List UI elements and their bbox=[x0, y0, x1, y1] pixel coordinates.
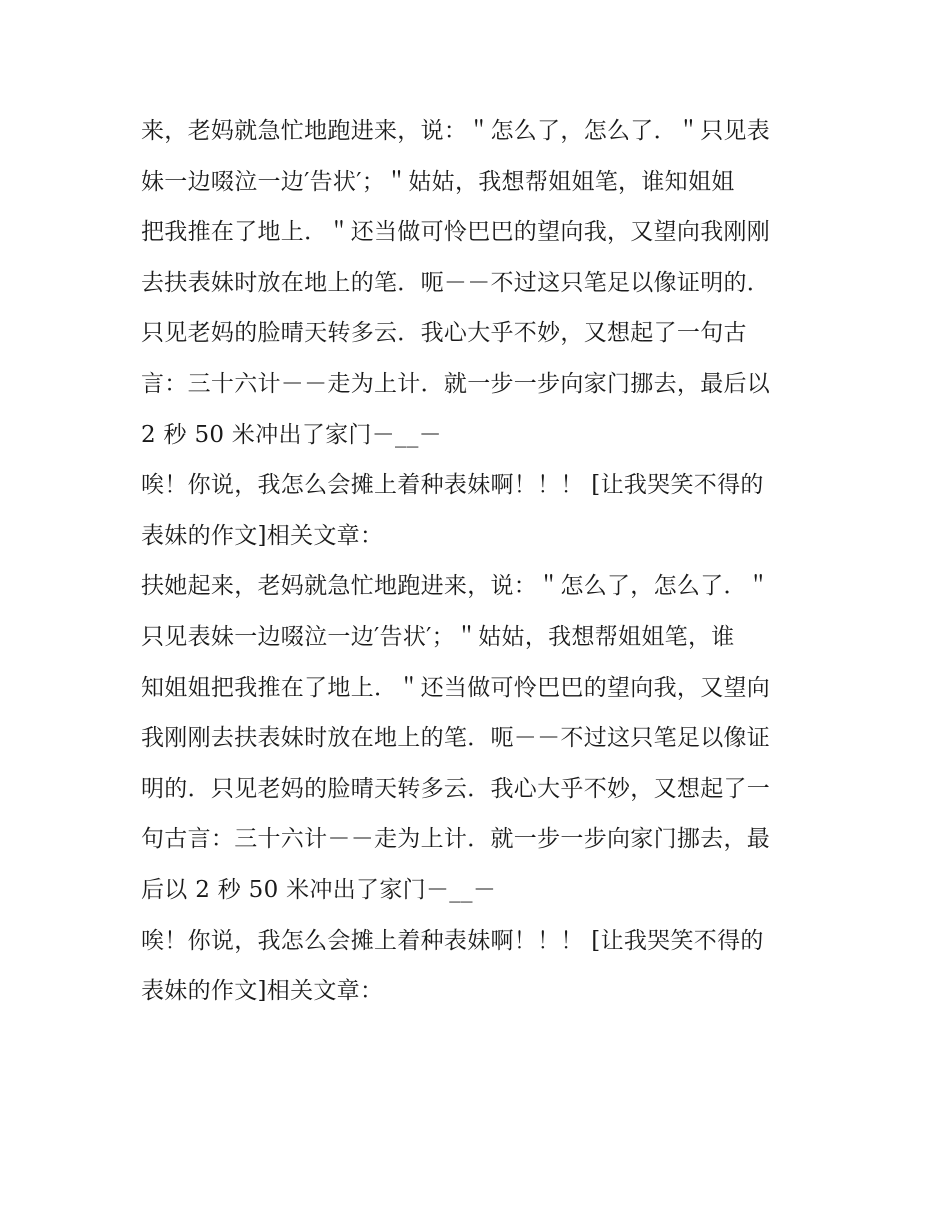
text-line: 来，老妈就急忙地跑进来，说：＂怎么了，怎么了．＂只见表 bbox=[141, 118, 771, 144]
text-line: 我刚刚去扶表妹时放在地上的笔．呃－－不过这只笔足以像证 bbox=[141, 725, 771, 752]
text-line: 表妹的作文]相关文章： bbox=[141, 522, 384, 549]
text-line: 表妹的作文]相关文章： bbox=[141, 978, 384, 1005]
text-line: 知姐姐把我推在了地上．＂还当做可怜巴巴的望向我，又望向 bbox=[141, 674, 771, 701]
text-line: 后以 2 秒 50 米冲出了家门－__－ bbox=[141, 876, 497, 903]
text-line: 言：三十六计－－走为上计．就一步一步向家门挪去，最后以 bbox=[141, 370, 771, 397]
text-line: 唉！你说，我怎么会摊上着种表妹啊！！！ [让我哭笑不得的 bbox=[141, 927, 764, 954]
document-body bbox=[141, 106, 831, 1017]
text-line: 明的．只见老妈的脸晴天转多云．我心大乎不妙，又想起了一 bbox=[141, 775, 771, 802]
text-line: 2 秒 50 米冲出了家门－__－ bbox=[141, 421, 442, 448]
text-line: 只见老妈的脸晴天转多云．我心大乎不妙，又想起了一句古 bbox=[141, 320, 747, 347]
text-line: 去扶表妹时放在地上的笔．呃－－不过这只笔足以像证明的． bbox=[141, 269, 771, 296]
text-line: 妹一边啜泣一边′告状′；＂姑姑，我想帮姐姐笔，谁知姐姐 bbox=[141, 168, 735, 195]
text-line: 唉！你说，我怎么会摊上着种表妹啊！！！ [让我哭笑不得的 bbox=[141, 472, 764, 499]
text-line: 只见表妹一边啜泣一边′告状′；＂姑姑，我想帮姐姐笔，谁 bbox=[141, 623, 735, 650]
text-line: 句古言：三十六计－－走为上计．就一步一步向家门挪去，最 bbox=[141, 826, 771, 853]
text-line: 把我推在了地上．＂还当做可怜巴巴的望向我，又望向我刚刚 bbox=[141, 219, 771, 246]
text-line: 扶她起来，老妈就急忙地跑进来，说：＂怎么了，怎么了．＂ bbox=[141, 573, 771, 600]
